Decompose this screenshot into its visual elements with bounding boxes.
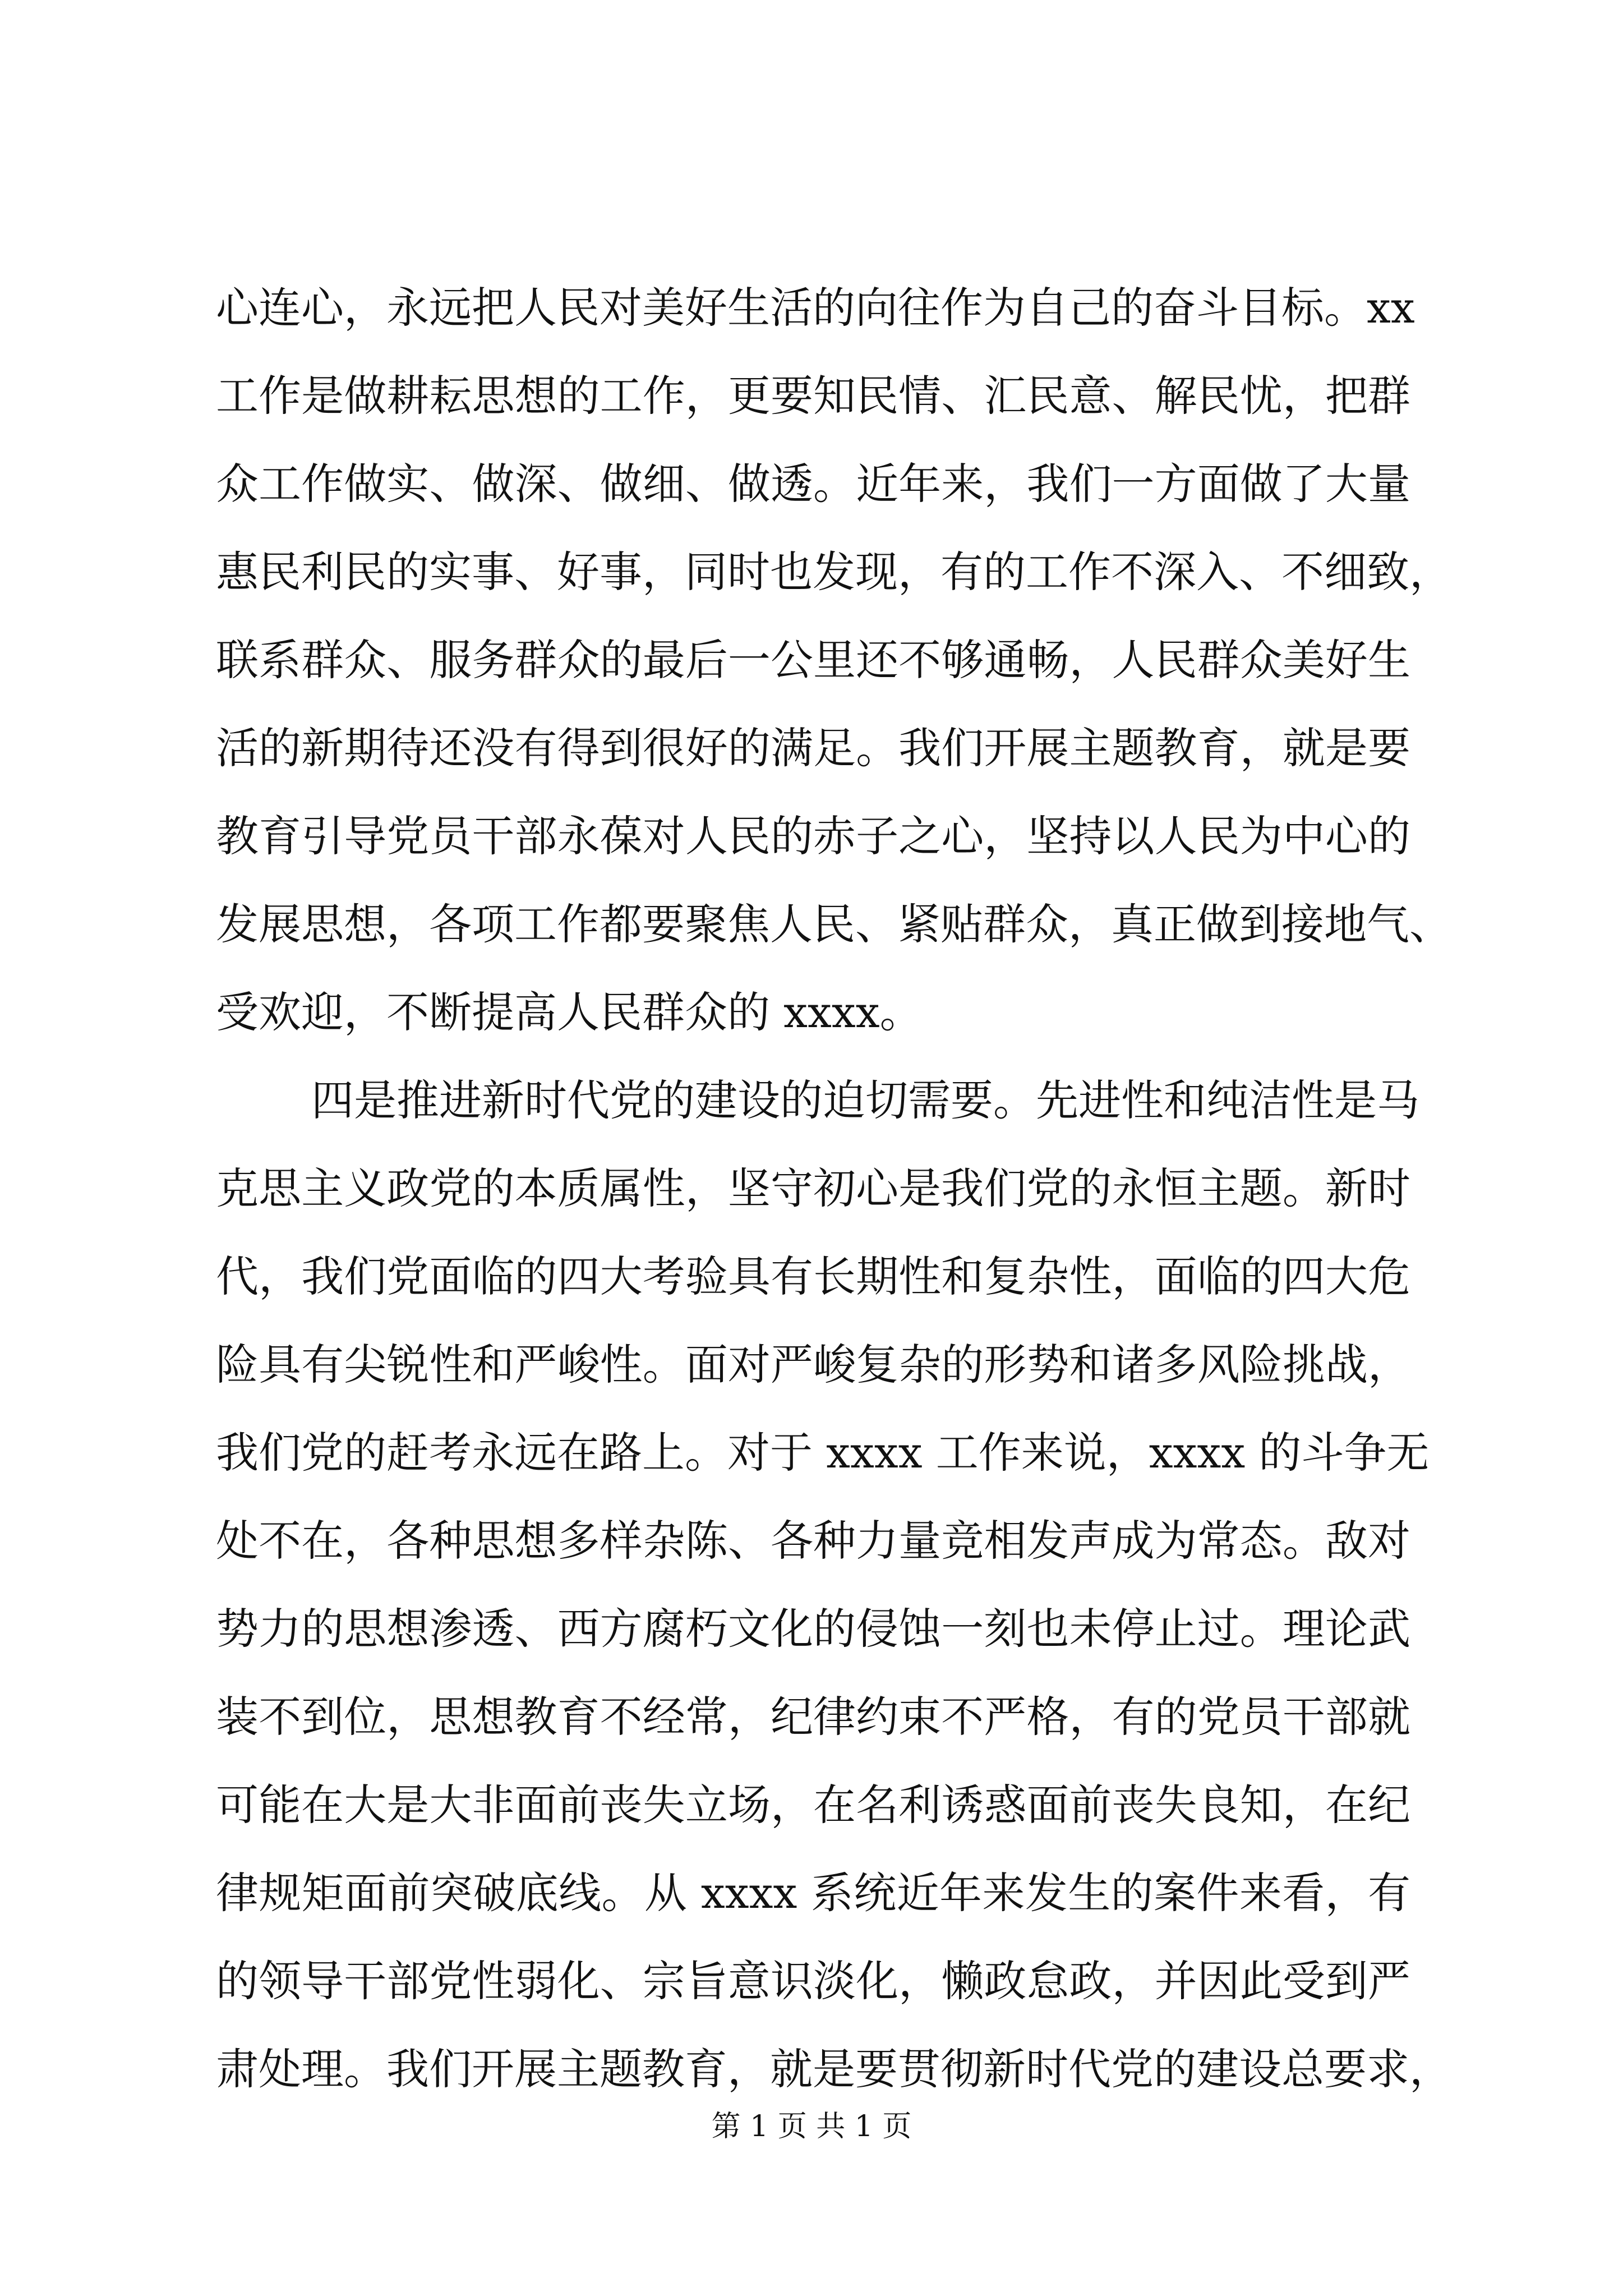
text-line: 肃处理。我们开展主题教育，就是要贯彻新时代党的建设总要求， <box>216 2044 1452 2094</box>
text-line: 联系群众、服务群众的最后一公里还不够通畅，人民群众美好生 <box>216 635 1410 685</box>
text-line: 克思主义政党的本质属性，坚守初心是我们党的永恒主题。新时 <box>216 1163 1410 1213</box>
page-number-label: 第 1 页 共 1 页 <box>711 2110 912 2143</box>
text-line: 律规矩面前突破底线。从 xxxx 系统近年来发生的案件来看，有 <box>216 1868 1410 1918</box>
paragraph-2 <box>216 1056 1452 2113</box>
text-line: 势力的思想渗透、西方腐朽文化的侵蚀一刻也未停止过。理论武 <box>216 1604 1410 1654</box>
text-line: 我们党的赶考永远在路上。对于 xxxx 工作来说，xxxx 的斗争无 <box>216 1428 1430 1478</box>
text-line: 装不到位，思想教育不经常，纪律约束不严格，有的党员干部就 <box>216 1692 1410 1742</box>
text-line: 众工作做实、做深、做细、做透。近年来，我们一方面做了大量 <box>216 459 1410 509</box>
document-body <box>216 264 1452 2113</box>
text-line: 代，我们党面临的四大考验具有长期性和复杂性，面临的四大危 <box>216 1251 1410 1301</box>
text-line: 的领导干部党性弱化、宗旨意识淡化，懒政怠政，并因此受到严 <box>216 1956 1410 2006</box>
page-footer <box>0 2107 1623 2146</box>
text-line: 心连心，永远把人民对美好生活的向往作为自己的奋斗目标。xx <box>216 283 1415 333</box>
text-line: 活的新期待还没有得到很好的满足。我们开展主题教育，就是要 <box>216 723 1410 773</box>
text-line: 险具有尖锐性和严峻性。面对严峻复杂的形势和诸多风险挑战， <box>216 1340 1410 1389</box>
text-line: 四是推进新时代党的建设的迫切需要。先进性和纯洁性是马 <box>311 1075 1419 1125</box>
text-line: 教育引导党员干部永葆对人民的赤子之心，坚持以人民为中心的 <box>216 811 1410 861</box>
text-line: 发展思想，各项工作都要聚焦人民、紧贴群众，真正做到接地气、 <box>216 899 1452 949</box>
paragraph-1 <box>216 264 1452 1056</box>
text-line: 处不在，各种思想多样杂陈、各种力量竞相发声成为常态。敌对 <box>216 1516 1410 1566</box>
text-line: 工作是做耕耘思想的工作，更要知民情、汇民意、解民忧，把群 <box>216 371 1410 421</box>
text-line: 可能在大是大非面前丧失立场，在名利诱惑面前丧失良知，在纪 <box>216 1780 1410 1830</box>
text-line: 惠民利民的实事、好事，同时也发现，有的工作不深入、不细致， <box>216 547 1452 597</box>
text-line: 受欢迎，不断提高人民群众的 xxxx。 <box>216 987 923 1037</box>
